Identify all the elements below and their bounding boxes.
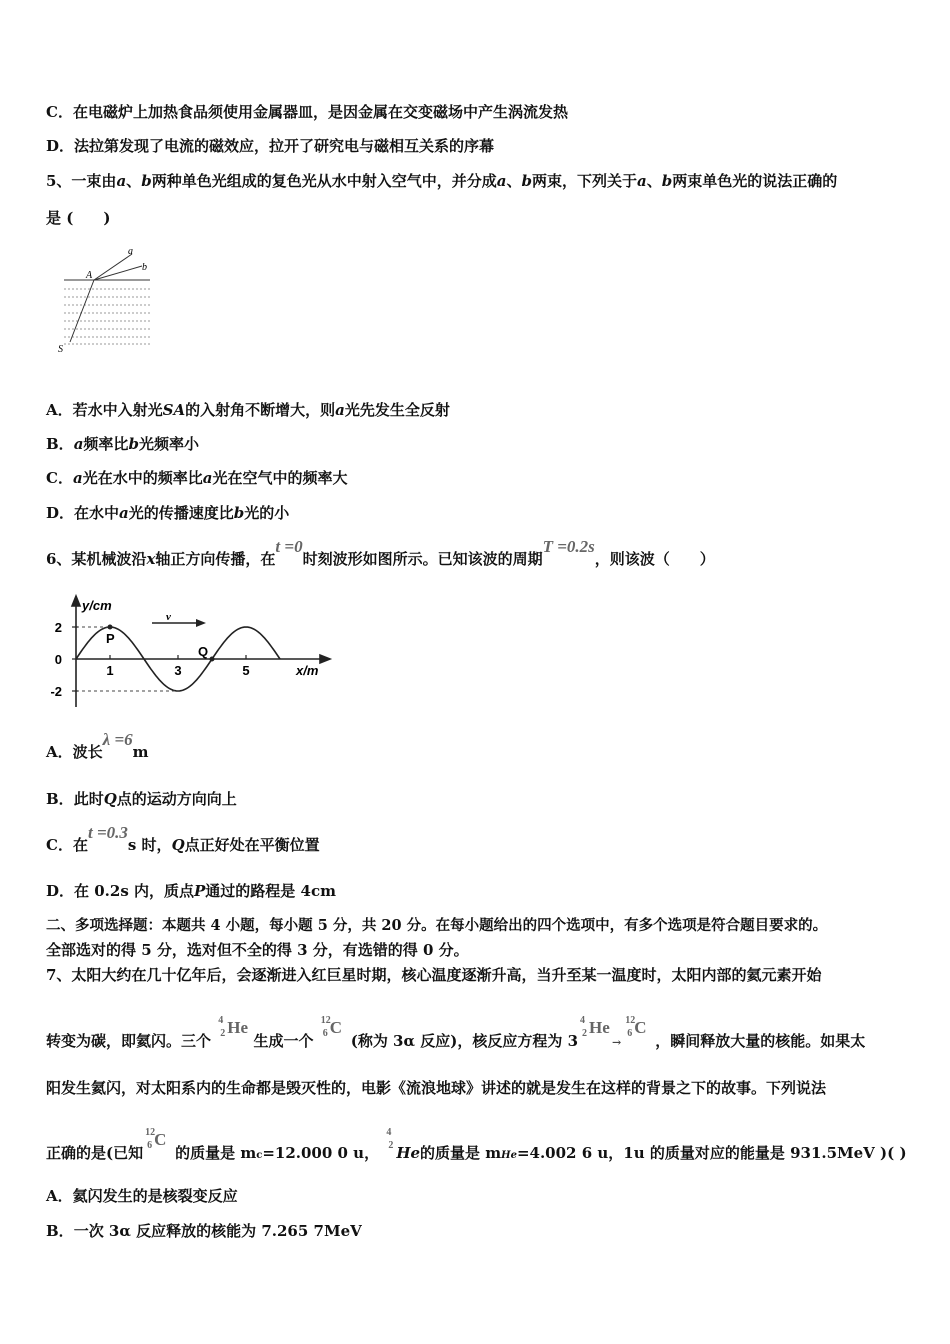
q6-option-b: B．此时Q点的运动方向向上	[46, 790, 237, 808]
y-tick-0: 0	[54, 652, 62, 667]
y-axis-label: y/cm	[82, 598, 112, 613]
point-label-Q: Q	[198, 644, 209, 659]
q5-option-a: A．若水中入射光SA的入射角不断增大，则a光先发生全反射	[46, 401, 450, 419]
c-nuclide-eq: 12 6 C	[625, 1015, 647, 1039]
q7-option-b: B．一次 3α 反应释放的核能为 7.265 7MeV	[46, 1222, 362, 1240]
ray-a	[94, 254, 132, 280]
y-tick--2: -2	[50, 684, 62, 699]
q4-option-d: D．法拉第发现了电流的磁效应，拉开了研究电与磁相互关系的序幕	[46, 137, 495, 155]
x-axis-arrow	[320, 655, 330, 663]
velocity-arrow	[152, 611, 206, 627]
c-nuclide-given: 12 6 C	[145, 1127, 167, 1151]
he-nuclide-eq: 4 2 He	[580, 1015, 610, 1039]
x-tick-1: 1	[106, 663, 114, 678]
q6-stem: 6、某机械波沿x轴正方向传播，在t =0时刻波形如图所示。已知该波的周期T =0.2s，则该波（ ）	[46, 537, 715, 568]
label-a: a	[128, 246, 133, 257]
svg-text:v: v	[166, 611, 171, 623]
q6-option-c: C．在t =0.3s 时，Q点正好处在平衡位置	[46, 823, 320, 854]
refraction-figure	[56, 240, 166, 356]
q5-option-d: D．在水中a光的传播速度比b光的小	[46, 504, 290, 522]
label-S: S	[58, 344, 63, 355]
q6-option-a: A．波长λ =6m	[46, 730, 149, 761]
q7-line2: 转变为碳，即氦闪。三个 4 2 He 生成一个 12 6 C (称为 3α 反应)，核反应方程为 3 4 2 He → 12 6 C ，瞬间释放大量的核能。如果太	[46, 1015, 866, 1050]
he-nuclide-given: 4 2	[386, 1127, 394, 1151]
y-axis-arrow	[72, 596, 80, 606]
c-nuclide: 12 6 C	[320, 1015, 343, 1039]
point-P	[108, 625, 113, 630]
he-nuclide: 4 2 He	[218, 1015, 249, 1039]
q7-line3: 阳发生氦闪，对太阳系内的生命都是毁灭性的，电影《流浪地球》讲述的就是发生在这样的背景之下的故事。下列说法	[46, 1079, 827, 1097]
point-Q	[210, 657, 215, 662]
section2-header-line2: 全部选对的得 5 分，选对但不全的得 3 分，有选错的得 0 分。	[46, 941, 469, 959]
x-tick-5: 5	[242, 663, 250, 678]
x-axis-label: x/m	[296, 663, 319, 678]
q5-option-c: C．a光在水中的频率比a光在空气中的频率大	[46, 469, 348, 487]
label-A: A	[86, 270, 93, 281]
x-tick-3: 3	[174, 663, 182, 678]
y-tick-2: 2	[54, 620, 62, 635]
q7-option-a: A．氦闪发生的是核裂变反应	[46, 1187, 238, 1205]
q5-stem-line2: 是 ( )	[46, 209, 111, 227]
q7-line1: 7、太阳大约在几十亿年后，会逐渐进入红巨星时期，核心温度逐渐升高，当升至某一温度时，太阳内部的氦元素开始	[46, 966, 822, 984]
ray-b	[94, 266, 142, 280]
wave-chart	[40, 592, 340, 710]
q5-stem: 5、一束由a、b两种单色光组成的复色光从水中射入空气中，并分成a、b两束，下列关于a、b两束单色光的说法正确的	[46, 172, 838, 190]
q4-option-c: C．在电磁炉上加热食品须使用金属器皿，是因金属在交变磁场中产生涡流发热	[46, 103, 568, 121]
q6-option-d: D．在 0.2s 内，质点P通过的路程是 4cm	[46, 882, 336, 900]
q5-option-b: B．a频率比b光频率小	[46, 435, 199, 453]
reaction-arrow: →	[612, 1036, 622, 1049]
point-label-P: P	[106, 631, 115, 646]
section2-header-line1: 二、多项选择题：本题共 4 小题，每小题 5 分，共 20 分。在每小题给出的四个选项中，有多个选项是符合题目要求的。	[46, 917, 828, 934]
q7-line4: 正确的是(已知 12 6 C 的质量是 mc=12.000 0 u， 4 2 He的质量是 mHe=4.002 6 u，1u 的质量对应的能量是 931.5MeV )( )	[46, 1127, 907, 1162]
label-b: b	[142, 262, 147, 273]
